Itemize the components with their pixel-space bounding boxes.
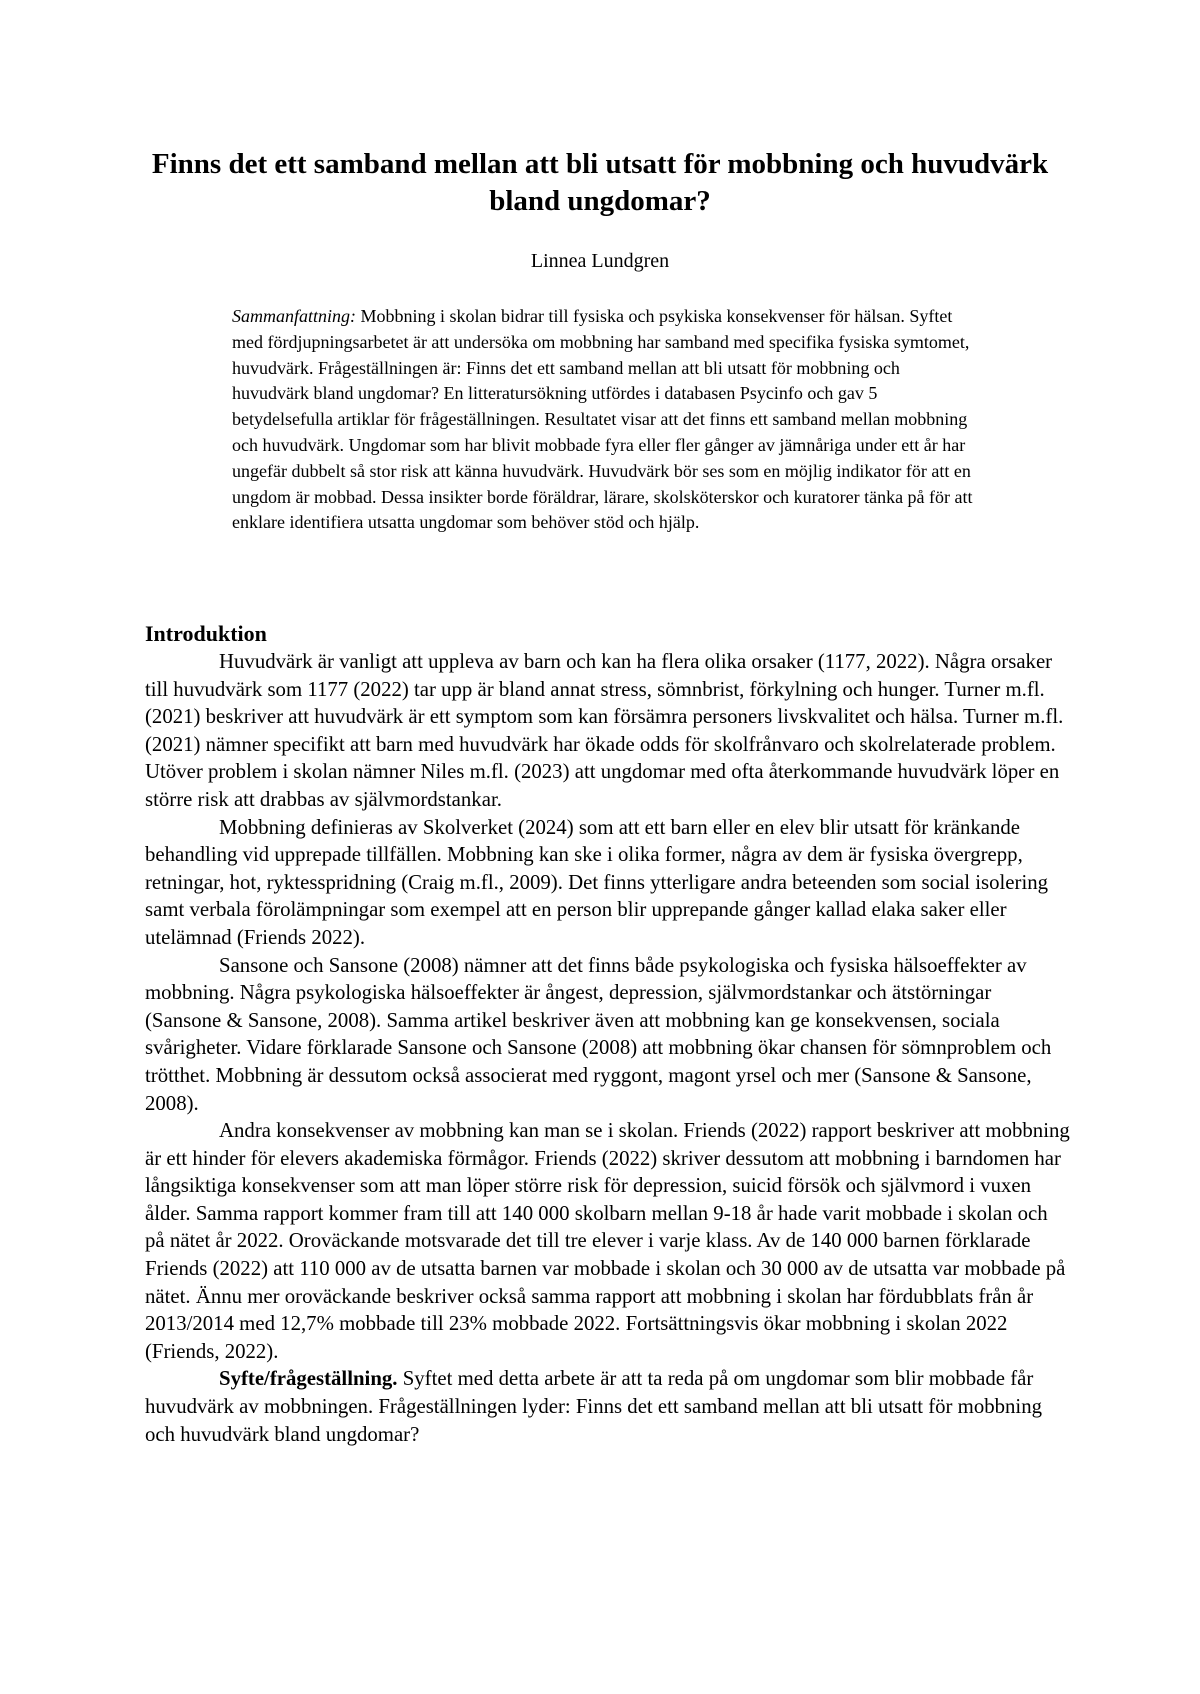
body-paragraph: Mobbning definieras av Skolverket (2024) som att ett barn eller en elev blir utsatt för kränkande behandling vid upprepade tillfällen. Mobbning kan ske i olika former, några av dem är fysiska övergrepp, retningar, hot, ryktesspridning (Craig m.fl., 2009). Det finns ytterligare andra beteenden som social isolering samt verbala förolämpningar som exempel att en person blir upprepande gånger kallad elaka saker eller utelämnad (Friends 2022). [145,815,1049,949]
abstract-text: Mobbning i skolan bidrar till fysiska och psykiska konsekvenser för hälsan. Syftet med fördjupningsarbetet är att undersöka om mobbning har samband med specifika fysiska symtomet, huvudvärk. Frågeställningen är: Finns det ett samband mellan att bli utsatt för mobbning och huvudvärk bland ungdomar? En litteratursökning utfördes i databasen Psycinfo och gav 5 betydelsefulla artiklar för frågeställningen. Resultatet visar att det finns ett samband mellan mobbning och huvudvärk. Ungdomar som har blivit mobbade fyra eller fler gånger av jämnåriga under ett år har ungefär dubbelt så stor risk att känna huvudvärk. Huvudvärk bör ses som en möjlig indikator för att en ungdom är mobbad. Dessa insikter borde föräldrar, lärare, skolsköterskor och kuratorer tänka på för att enklare identifiera utsatta ungdomar som behöver stöd och hjälp. [232,306,973,533]
abstract [232,304,977,536]
aim-run-in-heading: Syfte/frågeställning. [219,1367,398,1391]
abstract-label: Sammanfattning: [232,306,356,326]
paper-title: Finns det ett samband mellan att bli utsatt för mobbning och huvudvärk bland ungdomar? [151,148,1049,217]
body-paragraph: Huvudvärk är vanligt att uppleva av barn och kan ha flera olika orsaker (1177, 2022). Några orsaker till huvudvärk som 1177 (2022) tar upp är bland annat stress, sömnbrist, förkylning och hunger. Turner m.fl. (2021) beskriver att huvudvärk är ett symptom som kan försämra personers livskvalitet och hälsa. Turner m.fl. (2021) nämner specifikt att barn med huvudvärk har ökade odds för skolfrånvaro och skolrelaterade problem. Utöver problem i skolan nämner Niles m.fl. (2023) att ungdomar med ofta återkommande huvudvärk löper en större risk att drabbas av självmordstankar. [145,650,1064,811]
introduction-body [145,648,1070,1448]
body-paragraph: Andra konsekvenser av mobbning kan man se i skolan. Friends (2022) rapport beskriver att mobbning är ett hinder för elevers akademiska förmågor. Friends (2022) skriver dessutom att mobbning i barndomen har långsiktiga konsekvenser som att man löper större risk för depression, suicid försök och självmord i vuxen ålder. Samma rapport kommer fram till att 140 000 skolbarn mellan 9-18 år hade varit mobbade i skolan och på nätet år 2022. Oroväckande motsvarade det till tre elever i varje klass. Av de 140 000 barnen förklarade Friends (2022) att 110 000 av de utsatta barnen var mobbade i skolan och 30 000 av de utsatta var mobbade på nätet. Ännu mer oroväckande beskriver också samma rapport att mobbning i skolan har fördubblats från år 2013/2014 med 12,7% mobbade till 23% mobbade 2022. Fortsättningsvis ökar mobbning i skolan 2022 (Friends, 2022). [145,1119,1070,1363]
body-paragraph: Sansone och Sansone (2008) nämner att det finns både psykologiska och fysiska hälsoeffekter av mobbning. Några psykologiska hälsoeffekter är ångest, depression, självmordstankar och ätstörningar (Sansone & Sansone, 2008). Samma artikel beskriver även att mobbning kan ge konsekvensen, sociala svårigheter. Vidare förklarade Sansone och Sansone (2008) att mobbning ökar chansen för sömnproblem och trötthet. Mobbning är dessutom också associerat med ryggont, magont yrsel och mer (Sansone & Sansone, 2008). [145,953,1052,1115]
author-name: Linnea Lundgren [530,250,670,272]
aim-paragraph [145,1365,1070,1448]
section-heading-introduktion: Introduktion [145,621,267,646]
aim-text: Syftet med detta arbete är att ta reda på om ungdomar som blir mobbade får huvudvärk av mobbningen. Frågeställningen lyder: Finns det ett samband mellan att bli utsatt för mobbning och huvudvärk bland ungdomar? [145,1367,1042,1446]
